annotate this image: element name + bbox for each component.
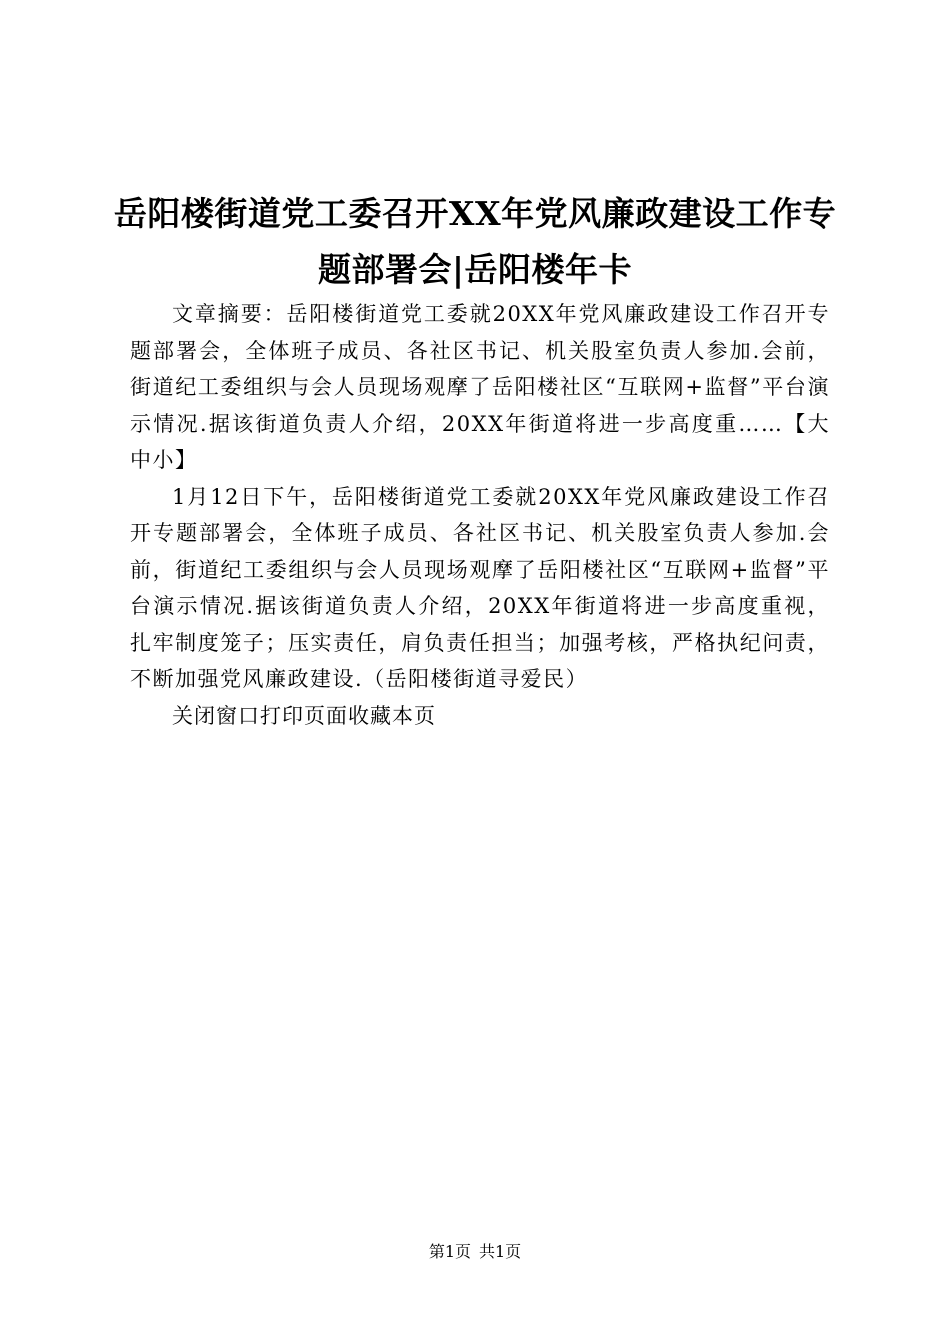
document-body — [130, 296, 830, 734]
summary-text: 岳阳楼街道党工委就20XX年党风廉政建设工作召开专题部署会，全体班子成员、各社区书记、机关股室负责人参加.会前，街道纪工委组织与会人员现场观摩了岳阳楼社区“互联网+监督”平台演示情况.据该街道负责人介绍，20XX年街道将进一步高度重…… — [130, 302, 830, 436]
font-size-small-link[interactable]: 小 — [152, 448, 175, 472]
print-page-link[interactable]: 打印页面 — [260, 703, 348, 728]
page-count: 共1页 — [479, 1242, 522, 1261]
font-size-large-link[interactable]: 大 — [807, 411, 831, 436]
page-actions — [130, 698, 830, 735]
font-size-open-bracket: 【 — [783, 411, 808, 436]
page-number: 第1页 — [428, 1242, 471, 1261]
font-size-close-bracket: 】 — [175, 448, 198, 472]
summary-label: 文章摘要： — [172, 302, 287, 326]
font-size-medium-link[interactable]: 中 — [130, 448, 153, 472]
page-footer — [0, 1240, 950, 1264]
main-paragraph: 1月12日下午，岳阳楼街道党工委就20XX年党风廉政建设工作召开专题部署会，全体班子成员、各社区书记、机关股室负责人参加.会前，街道纪工委组织与会人员现场观摩了岳阳楼社区“互联网+监督”平台演示情况.据该街道负责人介绍，20XX年街道将进一步高度重视，扎牢制度笼子；压实责任，肩负责任担当；加强考核，严格执纪问责，不断加强党风廉政建设.（岳阳楼街道寻爱民） — [130, 484, 830, 691]
bookmark-page-link[interactable]: 收藏本页 — [348, 703, 436, 728]
document-title: 岳阳楼街道党工委召开XX年党风廉政建设工作专题部署会|岳阳楼年卡 — [113, 194, 837, 289]
summary-paragraph — [130, 296, 830, 479]
close-window-link[interactable]: 关闭窗口 — [172, 703, 260, 728]
